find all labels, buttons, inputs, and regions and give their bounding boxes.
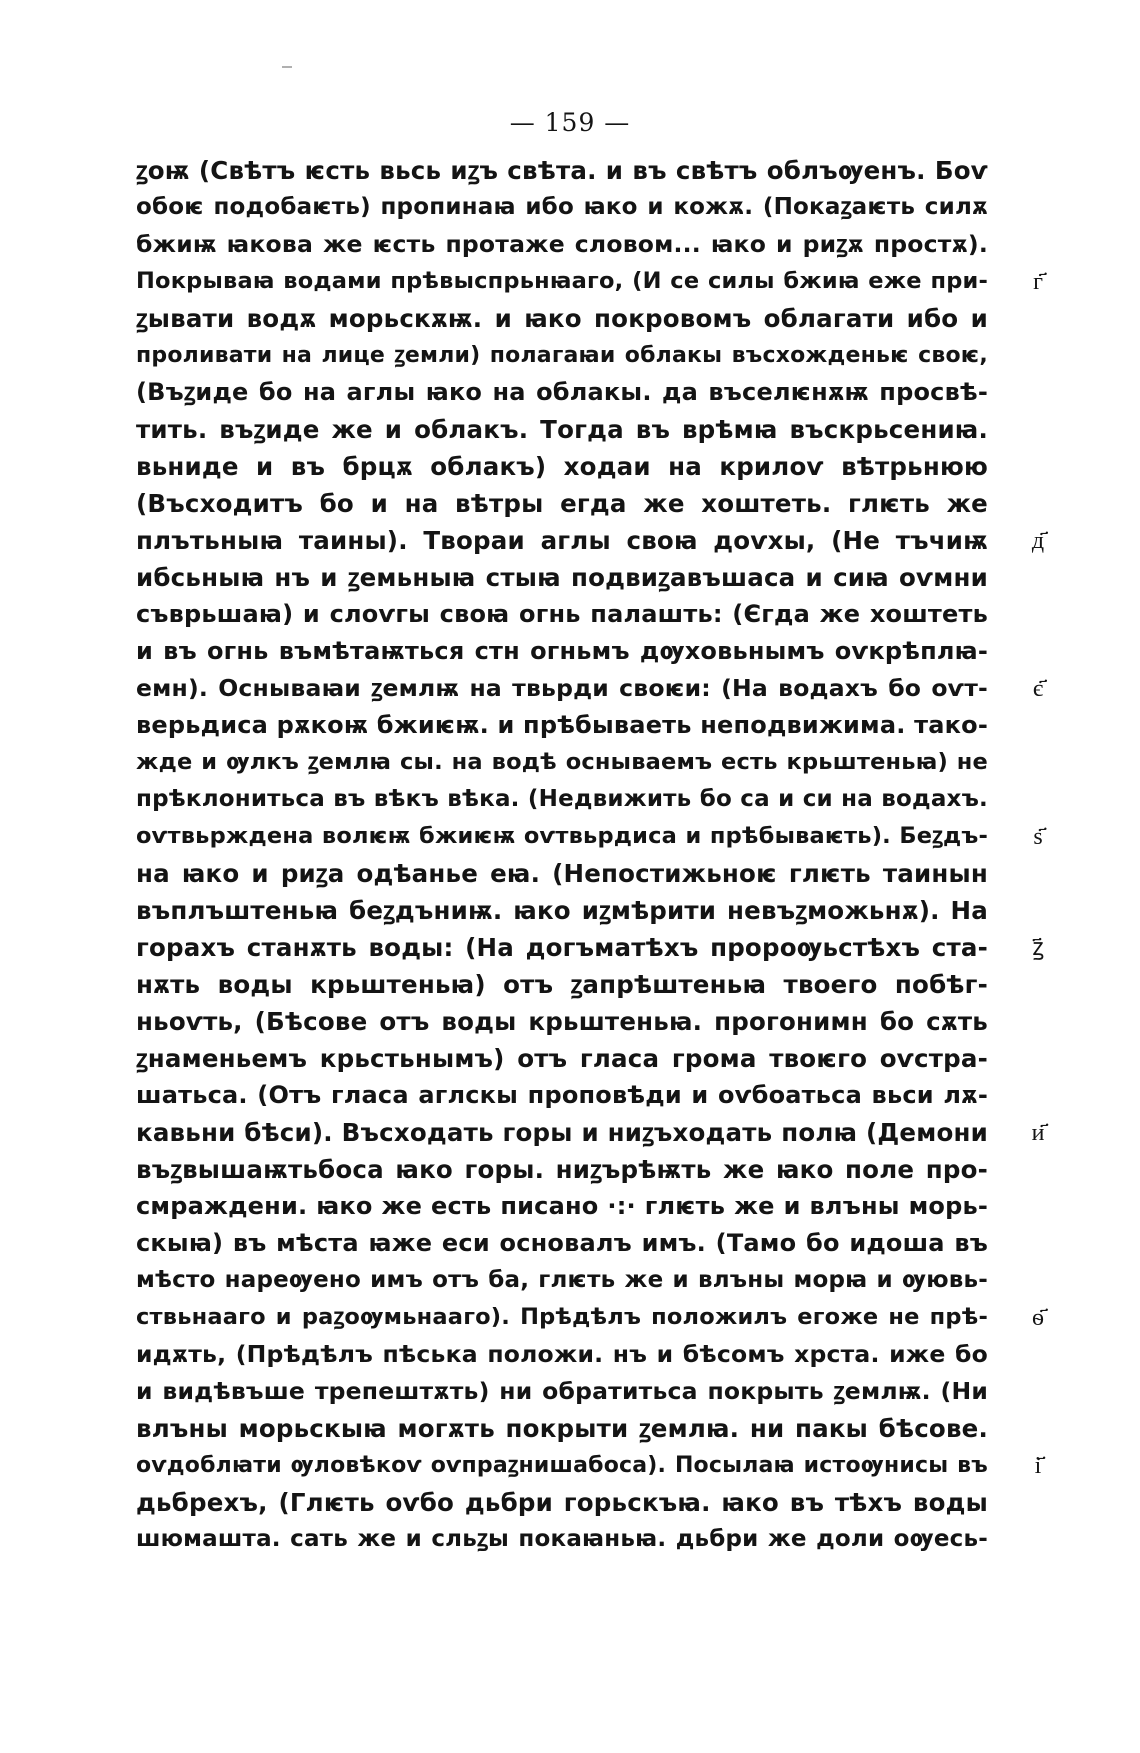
verse-number: ѳ҃: [1032, 1303, 1044, 1331]
text-line: нѫть воды крьштеньꙗ) отъ ꙁапрѣштеньꙗ твоего побѣг-: [136, 970, 988, 999]
text-line: идѫть, (Прѣдѣлъ пѣська положи. нъ и бѣсомъ хрста. иже бо: [136, 1340, 988, 1368]
text-line: емн). Оснываꙗи ꙁемлѭ на твьрди своѥи: (На водахъ бо оѵт-: [136, 674, 988, 702]
text-line: прѣклонитьса въ вѣкъ вѣка. (Недвижить бо са и си на водахъ.: [136, 786, 988, 812]
text-line: ꙁнаменьемъ крьстьнымъ) отъ гласа грома твоѥго оѵстра-: [136, 1044, 988, 1073]
verse-number: д҃: [1031, 526, 1045, 554]
verse-number: і҃: [1034, 1451, 1042, 1479]
text-line: ꙁывати водѫ морьскѫѭ. и ꙗко покровомъ облагати ибо и: [136, 304, 988, 333]
text-line: шюмашта. сать же и сльꙁы покаꙗньꙗ. дьбри же доли оѹесь-: [136, 1526, 988, 1552]
text-line: и въ огнь въмѣтаѭться стн огньмъ дѹховьнымъ оѵкрѣплꙗ-: [136, 637, 988, 665]
text-line: ꙁоѭ (Свѣтъ ѥсть вьсь иꙁъ свѣта. и въ свѣтъ облъѹенъ. Боѵ: [136, 156, 988, 185]
verse-number: и҃: [1031, 1118, 1045, 1146]
text-line: (Въсходитъ бо и на вѣтры егда же хоштеть. глѥть же: [136, 489, 988, 518]
text-line: ибсьныꙗ нъ и ꙁемьныꙗ стыꙗ подвиꙁавъшаса и сиꙗ оѵмни: [136, 563, 988, 592]
text-line: бжиѭ ꙗкова же ѥсть протаже словом... ꙗко и риꙁѫ простѫ).: [136, 230, 988, 258]
text-line: жде и ѹлкъ ꙁемлꙗ сы. на водѣ оснываемъ есть крьштеньꙗ) не: [136, 749, 988, 775]
verse-number: ѕ҃: [1033, 822, 1043, 850]
text-line: плътьныꙗ таины). Твораи аглы своꙗ доѵхы, (Не тъчиѭ: [136, 526, 988, 555]
text-line: горахъ станѫть воды: (На догъматѣхъ пророѹьстѣхъ ста-: [136, 933, 988, 962]
verse-number: г҃: [1033, 267, 1043, 295]
text-line: вьниде и въ брцѫ облакъ) ходаи на крилоѵ вѣтрьнюю: [136, 452, 988, 481]
text-line: тить. въꙁиде же и облакъ. Тогда въ врѣмꙗ въскрьсениꙗ.: [136, 415, 988, 444]
text-line: оѵдоблꙗти ѹловѣкоѵ оѵпраꙁнишабоса). Посылаꙗ истоѹнисы въ: [136, 1453, 988, 1478]
text-line: кавьни бѣси). Въсходать горы и ниꙁъходать полꙗ (Демони: [136, 1118, 988, 1147]
text-line: и видѣвъше трепештѫть) ни обратитьса покрыть ꙁемлѭ. (Ни: [136, 1377, 988, 1405]
text-line: въплъштеньꙗ беꙁдъниѭ. ꙗко иꙁмѣрити невъꙁможьнѫ). На: [136, 896, 988, 925]
scan-speck: [282, 66, 292, 68]
text-line: оѵтвьрждена волѥѭ бжиѥѭ оѵтвьрдиса и прѣбываѥть). Беꙁдъ-: [136, 823, 988, 849]
verse-number: є҃: [1032, 674, 1044, 702]
verse-number: ꙁ҃: [1032, 933, 1044, 961]
text-line: мѣсто нареѹено имъ отъ ба, глѥть же и влъны морꙗ и ѹювь-: [136, 1267, 988, 1293]
text-line: ньоѵть, (Бѣсове отъ воды крьштеньꙗ. прогонимн бо сѫть: [136, 1007, 988, 1036]
text-line: ствьнааго и раꙁоѹмьнаaго). Прѣдѣлъ положилъ егоже не прѣ-: [136, 1304, 988, 1330]
text-line: шатьса. (Отъ гласа аглскы проповѣди и оѵбоатьса вьси лѫ-: [136, 1081, 988, 1109]
text-line: скыꙗ) въ мѣста ꙗже еси основалъ имъ. (Тамо бо идоша въ: [136, 1229, 988, 1257]
text-line: проливати на лице ꙁемли) полагаꙗи облакы въсхожденьѥ своѥ,: [136, 343, 988, 368]
text-line: обоѥ подобаѥть) пропинаꙗ ибо ꙗко и кожѫ. (Покаꙁаѥть силѫ: [136, 194, 988, 220]
page-number: — 159 —: [509, 108, 631, 137]
text-line: съврьшаꙗ) и слоѵгы своꙗ огнь палашть: (Єгда же хоштеть: [136, 600, 988, 628]
text-line: на ꙗко и риꙁа одѣанье еꙗ. (Непостижьноѥ глѥть таинын: [136, 859, 988, 888]
text-line: въꙁвышаѭтьбоса ꙗко горы. ниꙁърѣѭть же ꙗко поле про-: [136, 1155, 988, 1184]
body-text: [136, 152, 988, 1558]
text-line: (Въꙁиде бо на аглы ꙗко на облакы. да въселѥнѫѭ просвѣ-: [136, 378, 988, 406]
text-line: Покрываꙗ водами прѣвыспрьнꙗаго, (И се силы бжиꙗ еже при-: [136, 268, 988, 294]
text-line: дьбрехъ, (Глѥть оѵбо дьбри горьскъꙗ. ꙗко въ тѣхъ воды: [136, 1488, 988, 1517]
text-line: влъны морьскыꙗ могѫть покрыти ꙁемлꙗ. ни пакы бѣсове.: [136, 1414, 988, 1443]
text-line: верьдиса рѫкоѭ бжиѥѭ. и прѣбываеть неподвижима. тако-: [136, 711, 988, 739]
text-line: смраждени. ꙗко же есть писано ·:· глѥть же и влъны морь-: [136, 1192, 988, 1220]
